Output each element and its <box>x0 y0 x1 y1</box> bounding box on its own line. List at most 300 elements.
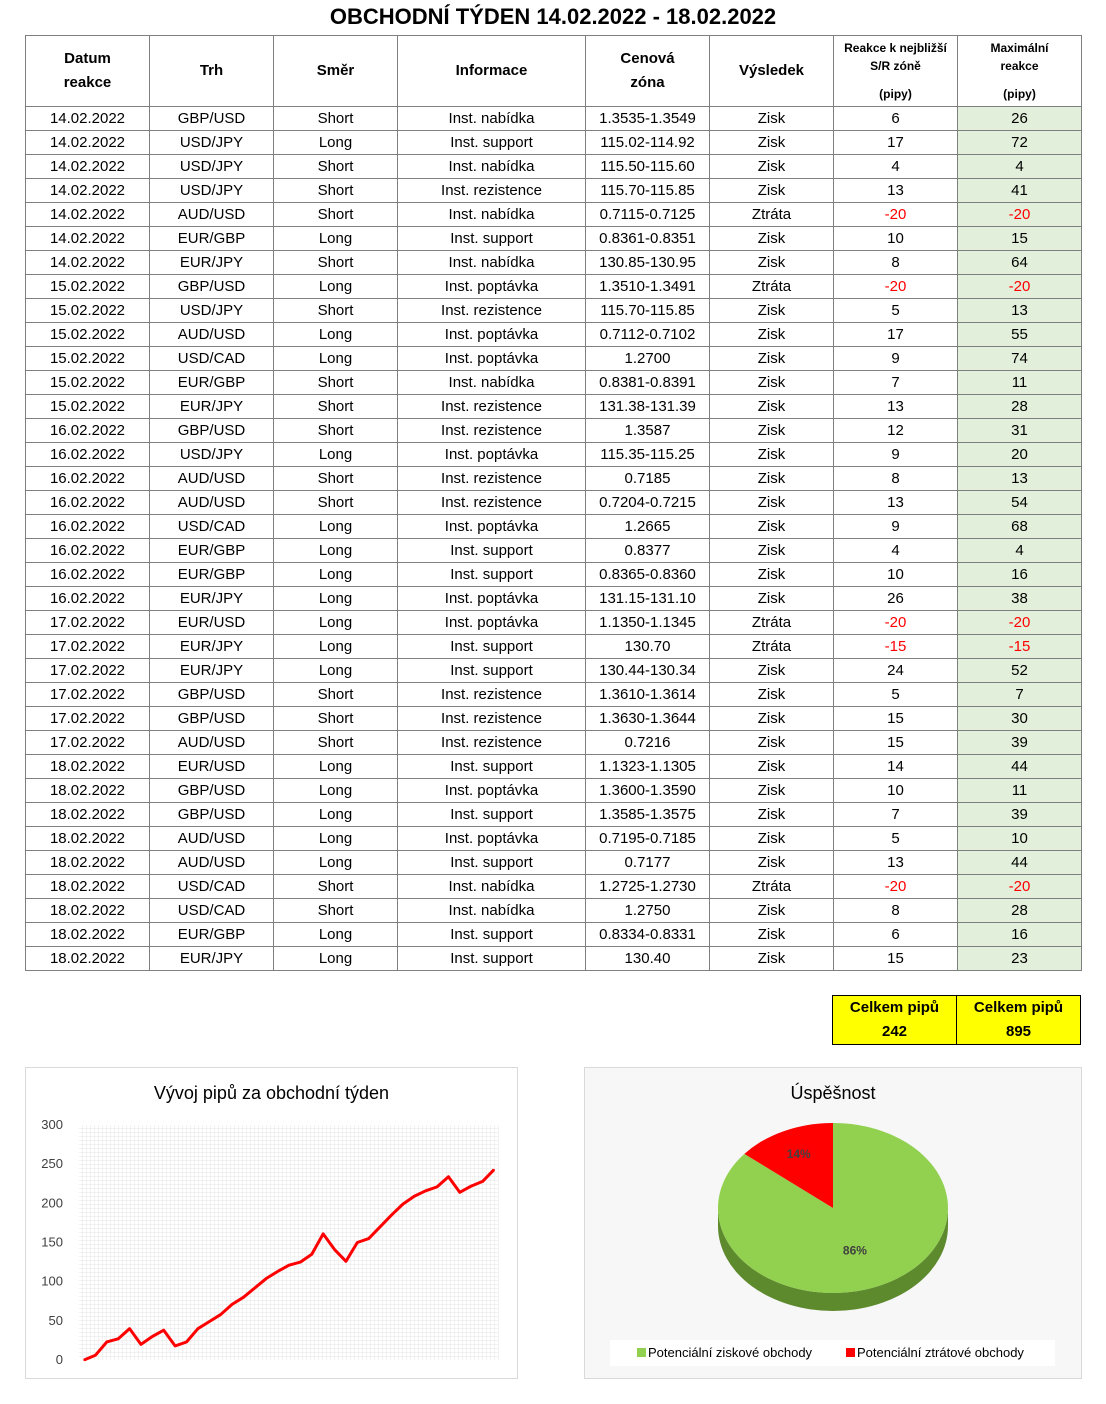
cell-zona: 1.3587 <box>586 419 710 443</box>
cell-informace: Inst. support <box>398 851 586 875</box>
cell-zona: 1.3535-1.3549 <box>586 107 710 131</box>
data-point <box>265 1278 267 1280</box>
data-point <box>334 1249 336 1251</box>
data-point <box>140 1344 142 1346</box>
cell-smer: Short <box>274 875 398 899</box>
cell-vysledek: Zisk <box>710 731 834 755</box>
data-point <box>288 1264 290 1266</box>
data-point <box>163 1329 165 1331</box>
cell-reakce: 10 <box>834 779 958 803</box>
data-point <box>357 1242 359 1244</box>
cell-datum: 14.02.2022 <box>26 227 150 251</box>
cell-datum: 15.02.2022 <box>26 323 150 347</box>
cell-datum: 18.02.2022 <box>26 803 150 827</box>
cell-informace: Inst. nabídka <box>398 155 586 179</box>
cell-datum: 18.02.2022 <box>26 827 150 851</box>
cell-vysledek: Zisk <box>710 251 834 275</box>
y-tick-label: 250 <box>41 1156 63 1172</box>
cell-vysledek: Zisk <box>710 419 834 443</box>
cell-informace: Inst. support <box>398 131 586 155</box>
cell-reakce: 8 <box>834 899 958 923</box>
cell-trh: EUR/GBP <box>150 539 274 563</box>
cell-smer: Long <box>274 827 398 851</box>
cell-datum: 16.02.2022 <box>26 443 150 467</box>
cell-zona: 0.8377 <box>586 539 710 563</box>
cell-datum: 16.02.2022 <box>26 419 150 443</box>
cell-datum: 15.02.2022 <box>26 299 150 323</box>
cell-informace: Inst. rezistence <box>398 299 586 323</box>
table-row <box>26 299 1082 323</box>
col-header-reakce: Reakce k nejbližší S/R zóně (pipy) <box>834 36 958 107</box>
cell-vysledek: Zisk <box>710 755 834 779</box>
cell-trh: GBP/USD <box>150 107 274 131</box>
cell-smer: Long <box>274 131 398 155</box>
col-header-vysledek: Výsledek <box>710 36 834 107</box>
line-chart <box>25 1067 518 1379</box>
cell-reakce: 7 <box>834 371 958 395</box>
cell-max: 11 <box>958 779 1082 803</box>
cell-smer: Short <box>274 299 398 323</box>
cell-reakce: 15 <box>834 731 958 755</box>
cell-max: 15 <box>958 227 1082 251</box>
cell-reakce: 13 <box>834 491 958 515</box>
cell-reakce: -15 <box>834 635 958 659</box>
col-header-datum: Datum reakce <box>26 36 150 107</box>
cell-smer: Long <box>274 923 398 947</box>
y-tick-label: 100 <box>41 1273 63 1289</box>
cell-smer: Short <box>274 707 398 731</box>
data-point <box>493 1169 495 1171</box>
cell-vysledek: Zisk <box>710 179 834 203</box>
cell-reakce: 14 <box>834 755 958 779</box>
cell-trh: AUD/USD <box>150 203 274 227</box>
cell-datum: 16.02.2022 <box>26 467 150 491</box>
cell-zona: 0.8381-0.8391 <box>586 371 710 395</box>
cell-max: 38 <box>958 587 1082 611</box>
cell-zona: 115.50-115.60 <box>586 155 710 179</box>
cell-vysledek: Ztráta <box>710 875 834 899</box>
table-row <box>26 539 1082 563</box>
table-row <box>26 179 1082 203</box>
table-row <box>26 731 1082 755</box>
cell-reakce: 24 <box>834 659 958 683</box>
table-row <box>26 227 1082 251</box>
cell-max: 26 <box>958 107 1082 131</box>
cell-vysledek: Zisk <box>710 323 834 347</box>
table-row <box>26 923 1082 947</box>
cell-reakce: 9 <box>834 347 958 371</box>
cell-datum: 16.02.2022 <box>26 491 150 515</box>
cell-informace: Inst. rezistence <box>398 707 586 731</box>
cell-reakce: 10 <box>834 563 958 587</box>
total-max-value: 895 <box>1005 1023 1032 1040</box>
cell-zona: 130.85-130.95 <box>586 251 710 275</box>
cell-vysledek: Zisk <box>710 371 834 395</box>
cell-informace: Inst. nabídka <box>398 371 586 395</box>
cell-datum: 17.02.2022 <box>26 659 150 683</box>
cell-trh: EUR/JPY <box>150 635 274 659</box>
cell-vysledek: Ztráta <box>710 611 834 635</box>
cell-smer: Long <box>274 779 398 803</box>
table-row <box>26 827 1082 851</box>
cell-max: -15 <box>958 635 1082 659</box>
cell-smer: Short <box>274 731 398 755</box>
cell-zona: 0.8361-0.8351 <box>586 227 710 251</box>
cell-datum: 16.02.2022 <box>26 587 150 611</box>
cell-datum: 17.02.2022 <box>26 611 150 635</box>
cell-zona: 1.2750 <box>586 899 710 923</box>
table-row <box>26 155 1082 179</box>
cell-datum: 17.02.2022 <box>26 683 150 707</box>
cell-vysledek: Zisk <box>710 515 834 539</box>
cell-smer: Long <box>274 443 398 467</box>
cell-trh: AUD/USD <box>150 827 274 851</box>
cell-smer: Long <box>274 947 398 971</box>
cell-datum: 15.02.2022 <box>26 371 150 395</box>
data-point <box>231 1304 233 1306</box>
cell-vysledek: Zisk <box>710 779 834 803</box>
cell-zona: 1.3510-1.3491 <box>586 275 710 299</box>
cell-informace: Inst. support <box>398 227 586 251</box>
cell-zona: 1.3630-1.3644 <box>586 707 710 731</box>
cell-trh: GBP/USD <box>150 683 274 707</box>
cell-smer: Long <box>274 755 398 779</box>
cell-informace: Inst. poptávka <box>398 827 586 851</box>
cell-reakce: 5 <box>834 299 958 323</box>
cell-trh: USD/JPY <box>150 131 274 155</box>
cell-max: -20 <box>958 611 1082 635</box>
cell-datum: 17.02.2022 <box>26 635 150 659</box>
cell-reakce: 8 <box>834 251 958 275</box>
cell-reakce: 9 <box>834 443 958 467</box>
cell-max: 11 <box>958 371 1082 395</box>
table-row <box>26 611 1082 635</box>
cell-zona: 115.70-115.85 <box>586 299 710 323</box>
col-header-informace: Informace <box>398 36 586 107</box>
data-point <box>243 1297 245 1299</box>
y-tick-label: 50 <box>48 1312 63 1328</box>
cell-zona: 1.2665 <box>586 515 710 539</box>
cell-reakce: 8 <box>834 467 958 491</box>
cell-datum: 18.02.2022 <box>26 923 150 947</box>
cell-vysledek: Zisk <box>710 467 834 491</box>
cell-datum: 16.02.2022 <box>26 539 150 563</box>
plot-area-grid <box>79 1125 499 1360</box>
y-tick-label: 150 <box>41 1234 63 1250</box>
cell-zona: 0.7204-0.7215 <box>586 491 710 515</box>
cell-smer: Short <box>274 203 398 227</box>
cell-zona: 0.7112-0.7102 <box>586 323 710 347</box>
cell-trh: USD/JPY <box>150 443 274 467</box>
data-point <box>83 1359 85 1361</box>
cell-trh: USD/JPY <box>150 155 274 179</box>
cell-smer: Long <box>274 611 398 635</box>
cell-trh: GBP/USD <box>150 779 274 803</box>
y-tick-label: 0 <box>55 1352 63 1367</box>
cell-informace: Inst. poptávka <box>398 275 586 299</box>
cell-max: 64 <box>958 251 1082 275</box>
cell-datum: 18.02.2022 <box>26 899 150 923</box>
table-row <box>26 755 1082 779</box>
table-row <box>26 251 1082 275</box>
cell-max: 16 <box>958 563 1082 587</box>
cell-max: 10 <box>958 827 1082 851</box>
cell-zona: 1.3610-1.3614 <box>586 683 710 707</box>
cell-zona: 1.2725-1.2730 <box>586 875 710 899</box>
cell-informace: Inst. poptávka <box>398 611 586 635</box>
cell-smer: Long <box>274 635 398 659</box>
cell-reakce: -20 <box>834 875 958 899</box>
pie-data-label: 86% <box>842 1243 867 1258</box>
cell-zona: 0.7216 <box>586 731 710 755</box>
cell-max: 39 <box>958 803 1082 827</box>
cell-reakce: 13 <box>834 179 958 203</box>
cell-max: 28 <box>958 395 1082 419</box>
cell-max: 13 <box>958 299 1082 323</box>
cell-informace: Inst. poptávka <box>398 443 586 467</box>
table-row <box>26 875 1082 899</box>
table-row <box>26 851 1082 875</box>
cell-trh: AUD/USD <box>150 491 274 515</box>
line-chart-title: Vývoj pipů za obchodní týden <box>153 1083 390 1103</box>
cell-datum: 15.02.2022 <box>26 395 150 419</box>
cell-reakce: 6 <box>834 107 958 131</box>
cell-vysledek: Zisk <box>710 947 834 971</box>
cell-max: 28 <box>958 899 1082 923</box>
cell-informace: Inst. support <box>398 803 586 827</box>
cell-trh: AUD/USD <box>150 851 274 875</box>
y-tick-label: 200 <box>41 1195 63 1211</box>
data-point <box>470 1185 472 1187</box>
cell-smer: Short <box>274 395 398 419</box>
data-point <box>129 1328 131 1330</box>
cell-zona: 1.3585-1.3575 <box>586 803 710 827</box>
cell-vysledek: Zisk <box>710 851 834 875</box>
table-row <box>26 347 1082 371</box>
cell-trh: EUR/GBP <box>150 563 274 587</box>
cell-smer: Long <box>274 659 398 683</box>
cell-datum: 14.02.2022 <box>26 251 150 275</box>
cell-informace: Inst. support <box>398 539 586 563</box>
cell-smer: Short <box>274 467 398 491</box>
cell-max: -20 <box>958 875 1082 899</box>
cell-zona: 130.40 <box>586 947 710 971</box>
table-row <box>26 707 1082 731</box>
cell-reakce: 12 <box>834 419 958 443</box>
cell-reakce: 5 <box>834 683 958 707</box>
cell-max: -20 <box>958 203 1082 227</box>
cell-datum: 17.02.2022 <box>26 731 150 755</box>
cell-smer: Short <box>274 251 398 275</box>
cell-max: 44 <box>958 755 1082 779</box>
cell-vysledek: Zisk <box>710 563 834 587</box>
legend-label-win: Potenciální ziskové obchody <box>648 1345 813 1360</box>
cell-vysledek: Zisk <box>710 827 834 851</box>
cell-reakce: 6 <box>834 923 958 947</box>
cell-trh: EUR/GBP <box>150 923 274 947</box>
data-point <box>413 1195 415 1197</box>
pie-legend <box>610 1340 1055 1366</box>
cell-trh: USD/CAD <box>150 899 274 923</box>
table-row <box>26 899 1082 923</box>
table-row <box>26 371 1082 395</box>
cell-vysledek: Zisk <box>710 539 834 563</box>
cell-informace: Inst. rezistence <box>398 179 586 203</box>
cell-reakce: 4 <box>834 539 958 563</box>
legend-swatch-loss <box>846 1348 855 1357</box>
y-tick-label: 300 <box>41 1117 63 1132</box>
cell-datum: 17.02.2022 <box>26 707 150 731</box>
cell-vysledek: Zisk <box>710 155 834 179</box>
total-reaction-label: Celkem pipů <box>849 999 940 1016</box>
cell-smer: Short <box>274 899 398 923</box>
col-header-zona: Cenová zóna <box>586 36 710 107</box>
cell-max: 23 <box>958 947 1082 971</box>
cell-vysledek: Zisk <box>710 347 834 371</box>
total-max-box <box>956 995 1081 1045</box>
cell-datum: 18.02.2022 <box>26 947 150 971</box>
table-row <box>26 515 1082 539</box>
cell-datum: 15.02.2022 <box>26 275 150 299</box>
cell-zona: 131.15-131.10 <box>586 587 710 611</box>
cell-vysledek: Zisk <box>710 443 834 467</box>
cell-trh: USD/CAD <box>150 875 274 899</box>
cell-datum: 16.02.2022 <box>26 563 150 587</box>
cell-informace: Inst. support <box>398 659 586 683</box>
cell-max: 41 <box>958 179 1082 203</box>
cell-max: 7 <box>958 683 1082 707</box>
data-point <box>300 1261 302 1263</box>
cell-max: 20 <box>958 443 1082 467</box>
data-point <box>220 1314 222 1316</box>
data-point <box>322 1233 324 1235</box>
cell-max: 52 <box>958 659 1082 683</box>
cell-zona: 0.7195-0.7185 <box>586 827 710 851</box>
data-point <box>379 1226 381 1228</box>
page-title: OBCHODNÍ TÝDEN 14.02.2022 - 18.02.2022 <box>329 4 777 29</box>
cell-datum: 14.02.2022 <box>26 131 150 155</box>
cell-informace: Inst. nabídka <box>398 107 586 131</box>
cell-informace: Inst. support <box>398 635 586 659</box>
cell-reakce: 9 <box>834 515 958 539</box>
cell-trh: EUR/JPY <box>150 659 274 683</box>
data-point <box>436 1186 438 1188</box>
cell-informace: Inst. poptávka <box>398 347 586 371</box>
pie-chart-title: Úspěšnost <box>790 1083 876 1103</box>
data-point <box>448 1176 450 1178</box>
cell-informace: Inst. poptávka <box>398 515 586 539</box>
cell-max: 72 <box>958 131 1082 155</box>
trades-body <box>26 107 1082 971</box>
cell-reakce: -20 <box>834 203 958 227</box>
cell-reakce: 17 <box>834 131 958 155</box>
cell-informace: Inst. rezistence <box>398 419 586 443</box>
cell-datum: 14.02.2022 <box>26 155 150 179</box>
cell-informace: Inst. support <box>398 563 586 587</box>
cell-smer: Long <box>274 227 398 251</box>
trades-table <box>25 35 1082 971</box>
table-row <box>26 131 1082 155</box>
cell-zona: 115.02-114.92 <box>586 131 710 155</box>
table-row <box>26 467 1082 491</box>
cell-reakce: 7 <box>834 803 958 827</box>
cell-smer: Short <box>274 419 398 443</box>
cell-vysledek: Ztráta <box>710 635 834 659</box>
cell-datum: 16.02.2022 <box>26 515 150 539</box>
cell-smer: Long <box>274 515 398 539</box>
cell-max: 30 <box>958 707 1082 731</box>
cell-trh: USD/JPY <box>150 179 274 203</box>
cell-zona: 1.1350-1.1345 <box>586 611 710 635</box>
cell-zona: 0.7177 <box>586 851 710 875</box>
total-reaction-value: 242 <box>881 1023 908 1040</box>
cell-max: 74 <box>958 347 1082 371</box>
cell-trh: EUR/JPY <box>150 947 274 971</box>
legend-label-loss: Potenciální ztrátové obchody <box>857 1345 1024 1360</box>
pie-chart-svg <box>585 1068 1081 1378</box>
header-row <box>26 36 1082 107</box>
cell-vysledek: Zisk <box>710 227 834 251</box>
cell-informace: Inst. rezistence <box>398 467 586 491</box>
cell-max: 4 <box>958 539 1082 563</box>
cell-informace: Inst. support <box>398 947 586 971</box>
table-row <box>26 107 1082 131</box>
cell-informace: Inst. nabídka <box>398 899 586 923</box>
table-row <box>26 779 1082 803</box>
cell-trh: GBP/USD <box>150 275 274 299</box>
cell-max: 39 <box>958 731 1082 755</box>
cell-informace: Inst. poptávka <box>398 323 586 347</box>
cell-reakce: 17 <box>834 323 958 347</box>
cell-reakce: 13 <box>834 395 958 419</box>
cell-vysledek: Zisk <box>710 683 834 707</box>
cell-vysledek: Ztráta <box>710 275 834 299</box>
cell-smer: Short <box>274 155 398 179</box>
pie-data-label: 14% <box>786 1147 811 1162</box>
table-row <box>26 323 1082 347</box>
cell-vysledek: Zisk <box>710 107 834 131</box>
cell-informace: Inst. poptávka <box>398 779 586 803</box>
line-chart-svg <box>26 1068 517 1378</box>
cell-vysledek: Zisk <box>710 299 834 323</box>
table-row <box>26 635 1082 659</box>
data-point <box>254 1287 256 1289</box>
cell-reakce: 10 <box>834 227 958 251</box>
cell-informace: Inst. rezistence <box>398 683 586 707</box>
cell-trh: EUR/JPY <box>150 587 274 611</box>
cell-trh: GBP/USD <box>150 707 274 731</box>
cell-trh: EUR/GBP <box>150 371 274 395</box>
data-point <box>402 1203 404 1205</box>
cell-reakce: 15 <box>834 947 958 971</box>
cell-smer: Short <box>274 179 398 203</box>
cell-zona: 1.2700 <box>586 347 710 371</box>
cell-datum: 15.02.2022 <box>26 347 150 371</box>
cell-max: 55 <box>958 323 1082 347</box>
data-point <box>186 1341 188 1343</box>
cell-informace: Inst. rezistence <box>398 491 586 515</box>
cell-vysledek: Zisk <box>710 707 834 731</box>
data-point <box>345 1261 347 1263</box>
data-point <box>459 1192 461 1194</box>
cell-reakce: 15 <box>834 707 958 731</box>
cell-trh: EUR/GBP <box>150 227 274 251</box>
data-point <box>174 1345 176 1347</box>
cell-smer: Long <box>274 587 398 611</box>
cell-trh: AUD/USD <box>150 467 274 491</box>
cell-trh: GBP/USD <box>150 419 274 443</box>
table-row <box>26 443 1082 467</box>
